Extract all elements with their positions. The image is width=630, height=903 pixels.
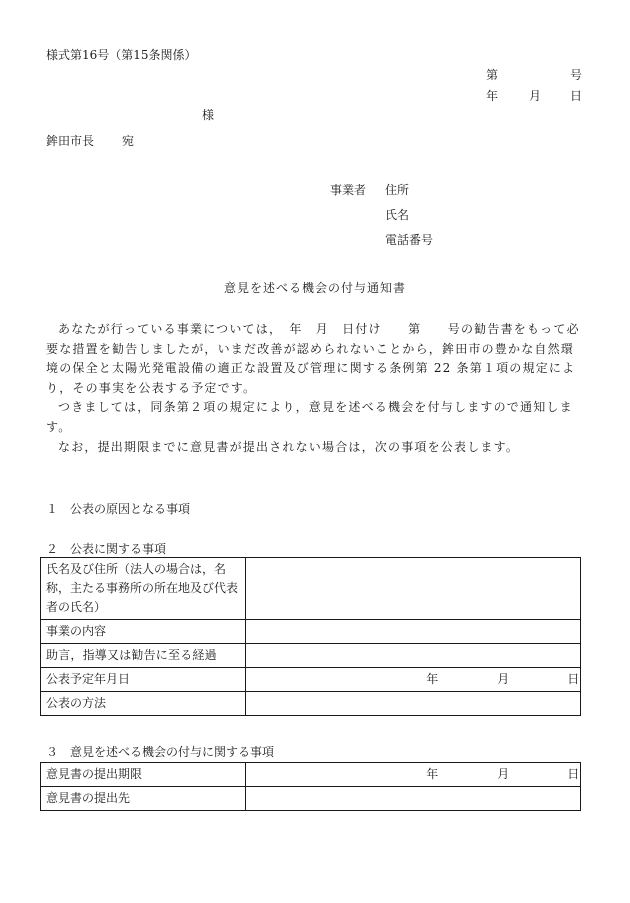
body-paragraph-1: あなたが行っている事業については， 年 月 日付け 第 号の勧告書をもって必要な措置を勧告しましたが，いまだ改善が認められないことから，鉾田市の豊かな自然環境の保全と太陽光発電設備の適正な設置及び管理に関する条例第 22 条第１項の規定により，その事実を公表する予定です。	[46, 322, 580, 395]
number-go: 号	[570, 68, 583, 82]
row-label-history: 助言，指導又は勧告に至る経過	[41, 644, 246, 668]
table-row	[41, 763, 581, 787]
date-day: 日	[570, 89, 583, 103]
row-value-business	[246, 620, 581, 644]
body-paragraph-2: つきましては，同条第２項の規定により，意見を述べる機会を付与しますので通知します。	[46, 400, 573, 434]
row-value-destination	[246, 787, 581, 811]
opinion-table	[40, 762, 581, 811]
table-row	[41, 692, 581, 716]
table-row	[41, 787, 581, 811]
document-title: 意見を述べる機会の付与通知書	[223, 281, 406, 295]
body-paragraph-3: なお，提出期限までに意見書が提出されない場合は，次の事項を公表します。	[58, 439, 520, 454]
number-dai: 第	[486, 68, 499, 82]
publication-table	[40, 557, 581, 716]
deadline-month: 月	[497, 767, 510, 781]
pub-month: 月	[497, 672, 510, 686]
row-label-deadline: 意見書の提出期限	[41, 763, 246, 787]
form-number: 様式第16号（第15条関係）	[46, 48, 197, 62]
deadline-year: 年	[426, 767, 439, 781]
date-month: 月	[529, 89, 542, 103]
pub-day: 日	[567, 672, 580, 686]
mayor-title: 鉾田市長	[46, 134, 95, 148]
deadline-day: 日	[567, 767, 580, 781]
date-year: 年	[486, 89, 499, 103]
row-label-publication-date: 公表予定年月日	[41, 668, 246, 692]
pub-year: 年	[426, 672, 439, 686]
row-label-business: 事業の内容	[41, 620, 246, 644]
applicant-name-label: 氏名	[385, 208, 410, 222]
applicant-address-label: 住所	[385, 183, 410, 197]
row-value-deadline	[246, 763, 581, 787]
row-value-publication-date	[246, 668, 581, 692]
applicant-label: 事業者	[330, 183, 367, 197]
table-row	[41, 620, 581, 644]
table-row	[41, 668, 581, 692]
row-label-method: 公表の方法	[41, 692, 246, 716]
row-value-name-address	[246, 558, 581, 620]
applicant-phone-label: 電話番号	[385, 233, 434, 247]
row-label-name-address: 氏名及び住所（法人の場合は，名称，主たる事務所の所在地及び代表者の氏名）	[41, 558, 246, 620]
notice-body	[46, 320, 586, 457]
recipient-block	[46, 133, 134, 149]
addressee-suffix: 様	[202, 108, 215, 122]
section3-heading: ３ 意見を述べる機会の付与に関する事項	[46, 745, 275, 759]
section2-heading: ２ 公表に関する事項	[46, 542, 167, 556]
row-label-destination: 意見書の提出先	[41, 787, 246, 811]
section1-heading: １ 公表の原因となる事項	[46, 502, 191, 516]
table-row	[41, 558, 581, 620]
table-row	[41, 644, 581, 668]
row-value-method	[246, 692, 581, 716]
mayor-atena: 宛	[122, 134, 135, 148]
row-value-history	[246, 644, 581, 668]
